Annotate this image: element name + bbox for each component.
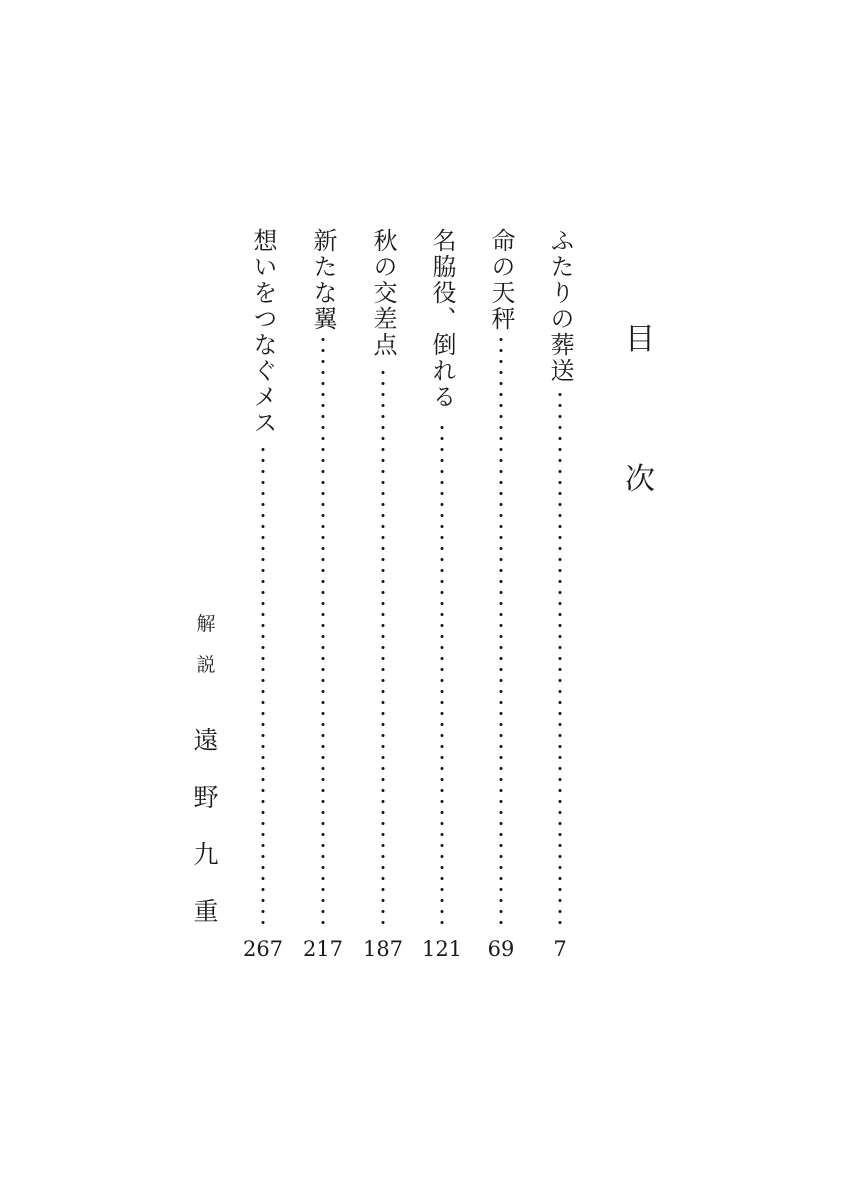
commentary-block — [186, 613, 226, 926]
author-name-char: 遠 — [193, 726, 219, 755]
toc-entry[interactable] — [246, 228, 280, 928]
toc-page-number: 7 — [553, 937, 567, 961]
commentary-label-char: 解 — [196, 613, 216, 635]
commentary-author — [186, 728, 226, 956]
toc-entry-title: ふたりの葬送 — [546, 228, 574, 384]
toc-entry-title: 命の天秤 — [487, 228, 515, 332]
author-name-char: 九 — [193, 840, 219, 869]
toc-entry-title: 秋の交差点 — [369, 228, 397, 358]
toc-leader-dots — [440, 418, 444, 928]
toc-page-number: 69 — [487, 937, 515, 961]
toc-leader-dots — [261, 446, 265, 928]
toc-entry-title: 名脇役、倒れる — [428, 228, 456, 410]
toc-leader-dots — [381, 364, 385, 928]
toc-leader-dots — [558, 390, 562, 928]
toc-entry[interactable] — [543, 228, 577, 928]
toc-page-number: 187 — [362, 937, 404, 961]
author-name-char: 重 — [193, 897, 219, 926]
toc-page-number: 217 — [302, 937, 344, 961]
toc-entry[interactable] — [425, 228, 459, 928]
toc-page-number: 121 — [421, 937, 463, 961]
toc-entry[interactable] — [484, 228, 518, 928]
toc-title-char-2: 次 — [625, 462, 655, 497]
toc-leader-dots — [321, 338, 325, 928]
toc-entry-title: 想いをつなぐメス — [249, 228, 277, 436]
toc-leader-dots — [499, 338, 503, 928]
commentary-label-char: 説 — [196, 654, 216, 676]
toc-entry-title: 新たな翼 — [309, 228, 337, 332]
commentary-label — [186, 615, 226, 697]
toc-title-char-1: 目 — [625, 322, 655, 357]
toc-page-number: 267 — [242, 937, 284, 961]
author-name-char: 野 — [193, 783, 219, 812]
toc-entry[interactable] — [366, 228, 400, 928]
toc-entry[interactable] — [306, 228, 340, 928]
toc-title — [620, 322, 660, 497]
